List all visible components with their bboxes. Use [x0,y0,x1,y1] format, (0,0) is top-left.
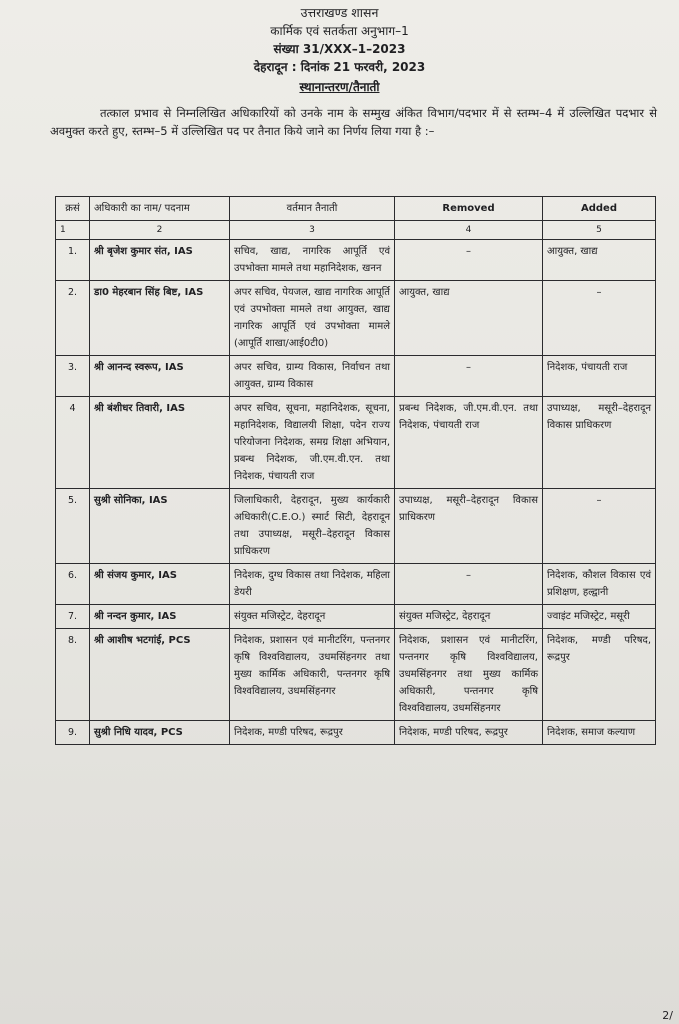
current-posting: निदेशक, दुग्ध विकास तथा निदेशक, महिला डेयरी [230,564,395,605]
current-posting: सचिव, खाद्य, नागरिक आपूर्ति एवं उपभोक्ता मामले तथा महानिदेशक, खनन [230,240,395,281]
officer-name: श्री संजय कुमार, IAS [90,564,230,605]
serial-number: 8. [56,629,90,721]
table-row [56,356,656,397]
table-row [56,629,656,721]
table-row [56,564,656,605]
col-number: 2 [90,221,230,240]
added-charge: उपाध्यक्ष, मसूरी–देहरादून विकास प्राधिकरण [543,397,656,489]
current-posting: संयुक्त मजिस्ट्रेट, देहरादून [230,605,395,629]
current-posting: निदेशक, प्रशासन एवं मानीटरिंग, पन्तनगर कृषि विश्वविद्यालय, उधमसिंहनगर तथा मुख्य कार्मिक अधिकारी, पन्तनगर कृषि विश्वविद्यालय, उधमसिंहनगर [230,629,395,721]
header-order-number: संख्या 31/XXX–1–2023 [273,42,406,56]
table-row [56,240,656,281]
officer-name: श्री बृजेश कुमार संत, IAS [90,240,230,281]
header-date: देहरादून : दिनांक 21 फरवरी, 2023 [253,60,426,74]
added-charge: निदेशक, मण्डी परिषद, रूद्रपुर [543,629,656,721]
officer-name: सुश्री निधि यादव, PCS [90,721,230,745]
table-header-row [56,197,656,221]
serial-number: 2. [56,281,90,356]
serial-number: 4 [56,397,90,489]
officer-name: श्री नन्दन कुमार, IAS [90,605,230,629]
serial-number: 9. [56,721,90,745]
removed-charge: – [395,240,543,281]
added-charge: निदेशक, पंचायती राज [543,356,656,397]
added-charge: निदेशक, समाज कल्याण [543,721,656,745]
serial-number: 1. [56,240,90,281]
col-header-removed: Removed [395,197,543,221]
current-posting: अपर सचिव, सूचना, महानिदेशक, सूचना, महानिदेशक, विद्यालयी शिक्षा, पदेन राज्य परियोजना निदेशक, समग्र शिक्षा अभियान, प्रबन्ध निदेशक, जी.एम.वी.एन. तथा निदेशक, पंचायती राज [230,397,395,489]
officer-name: श्री आशीष भटगांई, PCS [90,629,230,721]
current-posting: अपर सचिव, पेयजल, खाद्य नागरिक आपूर्ति एवं उपभोक्ता मामले तथा आयुक्त, खाद्य नागरिक आपूर्ति एवं उपभोक्ता मामले (आपूर्ति शाखा/आई0टी0) [230,281,395,356]
current-posting: जिलाधिकारी, देहरादून, मुख्य कार्यकारी अधिकारी(C.E.O.) स्मार्ट सिटी, देहरादून तथा उपाध्यक्ष, मसूरी–देहरादून विकास प्राधिकरण [230,489,395,564]
page-number: 2/ [662,1009,673,1022]
transfer-table [55,196,656,745]
table-row [56,397,656,489]
col-header-current: वर्तमान तैनाती [230,197,395,221]
col-number: 4 [395,221,543,240]
header-government: उत्तराखण्ड शासन [300,5,379,20]
col-header-name: अधिकारी का नाम/ पदनाम [90,197,230,221]
officer-name: श्री आनन्द स्वरूप, IAS [90,356,230,397]
removed-charge: उपाध्यक्ष, मसूरी–देहरादून विकास प्राधिकरण [395,489,543,564]
column-number-row [56,221,656,240]
col-number: 1 [56,221,90,240]
removed-charge: संयुक्त मजिस्ट्रेट, देहरादून [395,605,543,629]
serial-number: 7. [56,605,90,629]
serial-number: 3. [56,356,90,397]
removed-charge: – [395,564,543,605]
serial-number: 5. [56,489,90,564]
table-row [56,721,656,745]
added-charge: – [543,489,656,564]
removed-charge: निदेशक, मण्डी परिषद, रूद्रपुर [395,721,543,745]
table-row [56,281,656,356]
current-posting: निदेशक, मण्डी परिषद, रूद्रपुर [230,721,395,745]
current-posting: अपर सचिव, ग्राम्य विकास, निर्वाचन तथा आयुक्त, ग्राम्य विकास [230,356,395,397]
header-subject: स्थानान्तरण/तैनाती [299,80,380,94]
letter-header [0,0,679,96]
added-charge: ज्वाइंट मजिस्ट्रेट, मसूरी [543,605,656,629]
removed-charge: आयुक्त, खाद्य [395,281,543,356]
removed-charge: प्रबन्ध निदेशक, जी.एम.वी.एन. तथा निदेशक, पंचायती राज [395,397,543,489]
table-row [56,489,656,564]
header-department: कार्मिक एवं सतर्कता अनुभाग–1 [270,24,409,38]
added-charge: निदेशक, कौशल विकास एवं प्रशिक्षण, हल्द्वानी [543,564,656,605]
removed-charge: – [395,356,543,397]
officer-name: श्री बंशीधर तिवारी, IAS [90,397,230,489]
added-charge: – [543,281,656,356]
intro-paragraph: तत्काल प्रभाव से निम्नलिखित अधिकारियों को उनके नाम के सम्मुख अंकित विभाग/पदभार में से स्तम्भ–4 में उल्लिखित पदभार से अवमुक्त करते हुए, स्तम्भ–5 में उल्लिखित पद पर तैनात किये जाने का निर्णय लिया गया है :– [50,106,657,138]
col-number: 3 [230,221,395,240]
col-number: 5 [543,221,656,240]
col-header-added: Added [543,197,656,221]
table-row [56,605,656,629]
serial-number: 6. [56,564,90,605]
officer-name: डा0 मेहरबान सिंह बिष्ट, IAS [90,281,230,356]
removed-charge: निदेशक, प्रशासन एवं मानीटरिंग, पन्तनगर कृषि विश्वविद्यालय, उधमसिंहनगर तथा मुख्य कार्मिक अधिकारी, पन्तनगर कृषि विश्वविद्यालय, उधमसिंहनगर [395,629,543,721]
col-header-sn: क्रसं [56,197,90,221]
officer-name: सुश्री सोनिका, IAS [90,489,230,564]
added-charge: आयुक्त, खाद्य [543,240,656,281]
